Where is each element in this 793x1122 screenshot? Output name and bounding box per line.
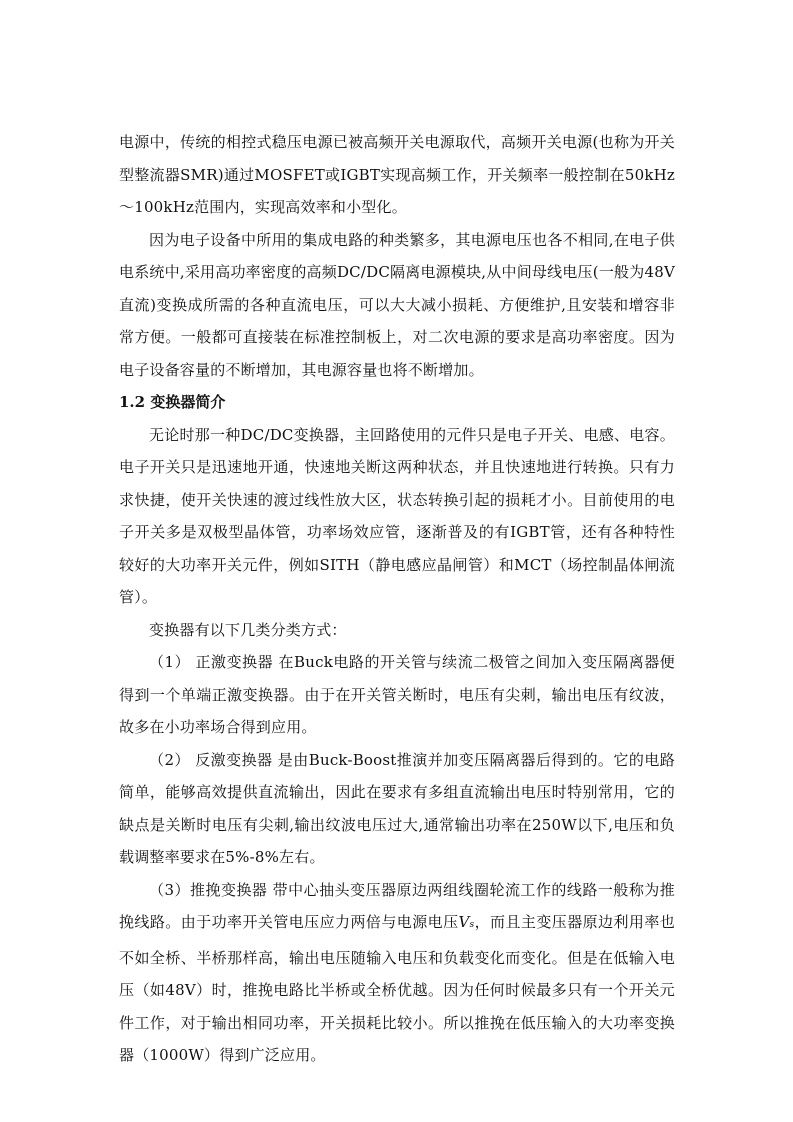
paragraph-push-pull-converter (119, 874, 675, 1072)
paragraph-classification: 变换器有以下几类分类方式： (149, 620, 347, 639)
paragraph-converter-components: 无论时那一种DC/DC变换器，主回路使用的元件只是电子开关、电感、电容。电子开关只是迅速地开通，快速地关断这两种状态，并且快速地进行转换。只有力求快捷，使开关快速的渡过线性放大区，状态转换引起的损耗才小。目前使用的电子开关多是双极型晶体管，功率场效应管，逐渐普及的有IGBT管，还有各种特性较好的大功率开关元件，例如SITH（静电感应晶闸管）和MCT（场控制晶体闸流管）。 (119, 425, 675, 606)
document-body (119, 126, 675, 1072)
push-pull-text-part-2: ，而且主变压器原边利用率也不如全桥、半桥那样高，输出电压随输入电压和负载变化而变化。但是在低输入电压（如48V）时，推挽电路比半桥或全桥优越。因为任何时候最多只有一个开关元件工作，对于输出相同功率，开关损耗比较小。所以推挽在低压输入的大功率变换器（1000W）得到广泛应用。 (119, 913, 675, 1064)
supply-voltage-symbol: Vs (458, 913, 475, 931)
section-heading-converter-intro: 1.2 变换器简介 (119, 393, 226, 411)
paragraph-dcdc-module: 因为电子设备中所用的集成电路的种类繁多，其电源电压也各不相同,在电子供电系统中,采用高功率密度的高频DC/DC隔离电源模块,从中间母线电压(一般为48V直流)变换成所需的各种直流电压，可以大大减小损耗、方便维护,且安装和增容非常方便。一般都可直接装在标准控制板上，对二次电源的要求是高功率密度。因为电子设备容量的不断增加，其电源容量也将不断增加。 (119, 230, 675, 379)
push-pull-text-part-1: （3）推挽变换器 带中心抽头变压器原边两组线圈轮流工作的线路一般称为推挽线路。由于功率开关管电压应力两倍与电源电压 (119, 880, 675, 931)
paragraph-forward-converter: （1） 正激变换器 在Buck电路的开关管与续流二极管之间加入变压隔离器便得到一个单端正激变换器。由于在开关管关断时，电压有尖刺，输出电压有纹波，故多在小功率场合得到应用。 (119, 653, 675, 736)
paragraph-flyback-converter: （2） 反激变换器 是由Buck-Boost推演并加变压隔离器后得到的。它的电路简单，能够高效提供直流输出，因此在要求有多组直流输出电压时特别常用，它的缺点是关断时电压有尖刺,输出纹波电压过大,通常输出功率在250W以下,电压和负载调整率要求在5%-8%左右。 (119, 750, 675, 866)
paragraph-power-supply-intro: 电源中，传统的相控式稳压电源已被高频开关电源取代，高频开关电源(也称为开关型整流器SMR)通过MOSFET或IGBT实现高频工作，开关频率一般控制在50kHz～100kHz范围内，实现高效率和小型化。 (119, 133, 675, 216)
